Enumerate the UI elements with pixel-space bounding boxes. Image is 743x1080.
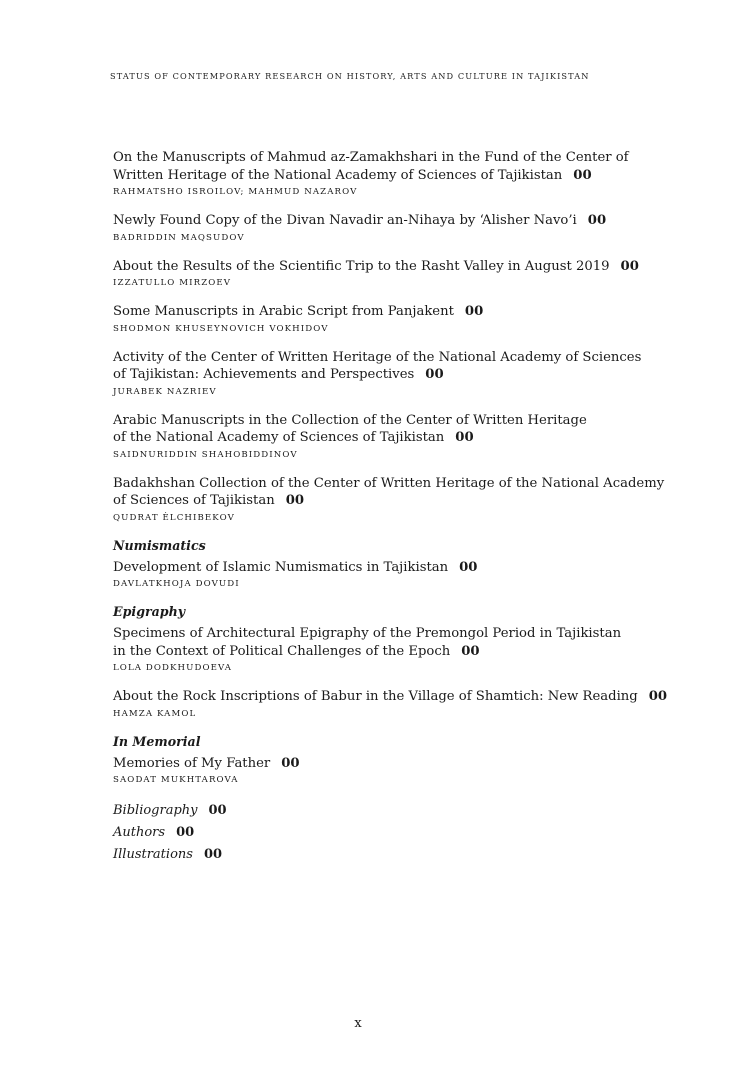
entry-title-text: Some Manuscripts in Arabic Script from Panjakent [113,304,454,319]
entry-author: JURABEK NAZRIEV [113,386,217,397]
toc-entry[interactable] [113,258,673,290]
endmatter-item-authors[interactable] [113,822,673,844]
entry-title-text: of Sciences of Tajikistan [113,493,275,508]
toc-entry[interactable] [113,755,673,787]
page-ref: 00 [203,847,223,862]
entry-title [113,258,673,276]
entry-title-text: of Tajikistan: Achievements and Perspectives [113,367,415,382]
entry-title-text: About the Rock Inscriptions of Babur in the Village of Shamtich: New Reading [113,689,638,704]
entry-author: LOLA DODKHUDOEVA [113,663,233,673]
entry-title-line [113,559,673,577]
entry-author: DAVLATKHOJA DOVUDI [113,579,240,589]
entry-title-line [113,643,673,661]
page-ref: 00 [464,304,484,319]
page-ref: 00 [176,825,195,840]
entry-title [113,349,673,384]
entry-title-line [113,688,673,706]
page-ref: 00 [620,258,639,274]
endmatter-label: Illustrations [113,847,193,862]
entry-author: IZZATULLO MIRZOEV [113,278,232,288]
page-ref: 00 [587,213,607,228]
entry-title [113,212,673,230]
toc-entry[interactable] [113,475,673,524]
entry-title-line [113,366,673,384]
entry-title-text: Newly Found Copy of the Divan Navadir an-Nihaya by ‘Alisher Navo’i [113,213,577,228]
toc-entry[interactable] [113,149,673,198]
entry-title-text: Development of Islamic Numismatics in Tajikistan [113,559,449,575]
page-ref: 00 [573,167,592,183]
page-ref: 00 [459,559,478,575]
entry-title-line [113,475,673,493]
entry-title [113,475,673,510]
entry-title-line [113,303,673,321]
entry-title-text: About the Results of the Scientific Trip to the Rasht Valley in August 2019 [113,258,610,274]
entry-title-line [113,429,673,447]
entry-title-line [113,258,673,276]
page-ref: 00 [461,643,480,659]
entry-title-line [113,755,673,773]
entry-title-line [113,212,673,230]
entry-title-line [113,149,673,167]
page-ref: 00 [455,430,474,445]
entry-title-text: Arabic Manuscripts in the Collection of the Center of Written Heritage [113,412,587,428]
entry-title [113,559,673,577]
section-heading-memorial: In Memorial [113,733,201,749]
entry-title-text: Written Heritage of the National Academy of Sciences of Tajikistan [113,167,563,183]
page-ref: 00 [285,493,305,508]
entry-title-line [113,412,673,430]
entry-title [113,625,673,660]
entry-title-line [113,625,673,643]
toc-entry[interactable] [113,212,673,244]
entry-author: HAMZA KAMOL [113,708,197,719]
entry-author: SAODAT MUKHTAROVA [113,775,239,785]
section-heading-epigraphy: Epigraphy [113,604,186,619]
toc-group-manuscripts [113,149,673,524]
toc-entry[interactable] [113,412,673,461]
toc-group-epigraphy [113,625,673,720]
endmatter-label: Bibliography [113,803,198,818]
toc-group-memorial [113,755,673,787]
endmatter-item-bibliography[interactable] [113,800,673,822]
entry-title-text: Specimens of Architectural Epigraphy of the Premongol Period in Tajikistan [113,626,622,641]
entry-title-text: of the National Academy of Sciences of Tajikistan [113,430,445,445]
entry-author: RAHMATSHO ISROILOV; MAHMUD NAZAROV [113,187,358,197]
page-ref: 00 [208,803,227,818]
table-of-contents [113,149,673,866]
entry-title-text: in the Context of Political Challenges of the Epoch [113,643,451,659]
section-heading-numismatics: Numismatics [113,537,206,553]
entry-title [113,755,673,773]
entry-author: SAIDNURIDDIN SHAHOBIDDINOV [113,449,298,460]
entry-title-text: Memories of My Father [113,755,271,771]
endmatter-list [113,800,673,866]
entry-author: SHODMON KHUSEYNOVICH VOKHIDOV [113,323,329,334]
page-ref: 00 [281,755,300,771]
entry-author: BADRIDDIN MAQSUDOV [113,232,245,243]
entry-title [113,149,673,184]
entry-title-text: On the Manuscripts of Mahmud az-Zamakhshari in the Fund of the Center of [113,150,629,165]
toc-entry[interactable] [113,303,673,335]
entry-title [113,412,673,447]
toc-entry[interactable] [113,625,673,674]
endmatter-item-illustrations[interactable] [113,844,673,866]
page-number: x [354,1016,362,1031]
endmatter-label: Authors [113,825,166,840]
entry-title [113,303,673,321]
toc-entry[interactable] [113,688,673,720]
entry-title-text: Activity of the Center of Written Heritage of the National Academy of Sciences [113,349,642,365]
page-ref: 00 [425,367,444,382]
entry-title-line [113,492,673,510]
toc-entry[interactable] [113,349,673,398]
entry-title-line [113,349,673,367]
entry-title-line [113,167,673,185]
entry-author: QUDRAT ĖLCHIBEKOV [113,512,235,523]
toc-entry[interactable] [113,559,673,591]
entry-title-text: Badakhshan Collection of the Center of Written Heritage of the National Academy [113,475,665,491]
entry-title [113,688,673,706]
toc-group-numismatics [113,559,673,591]
running-header: STATUS OF CONTEMPORARY RESEARCH ON HISTORY, ARTS AND CULTURE IN TAJIKISTAN [110,71,590,81]
page-ref: 00 [648,689,668,704]
